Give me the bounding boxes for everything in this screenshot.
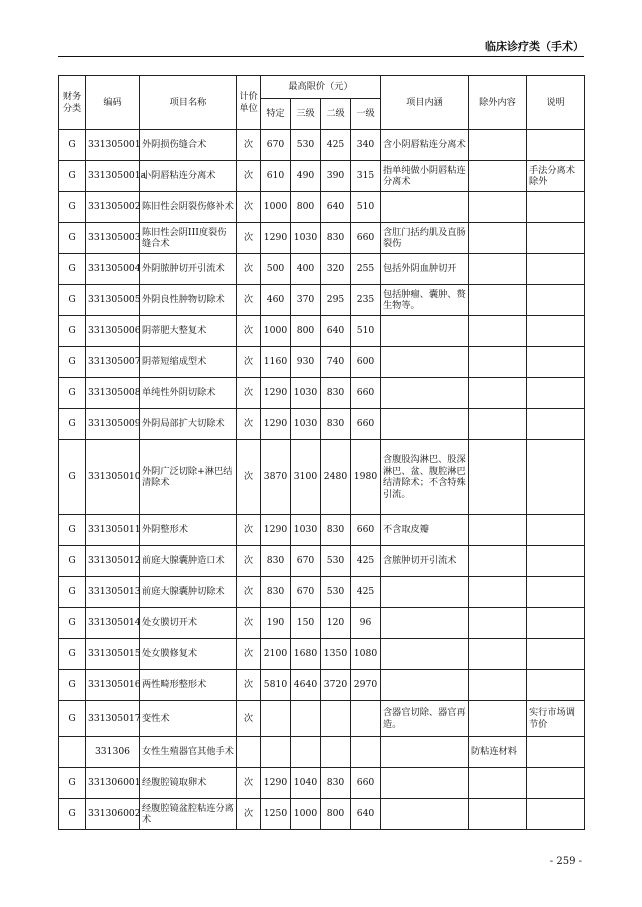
price-special-cell: 830 xyxy=(261,577,291,608)
table-row xyxy=(59,577,585,608)
header-special: 特定 xyxy=(261,99,291,130)
excluded-cell xyxy=(469,347,527,378)
price-special-cell: 1290 xyxy=(261,378,291,409)
price-grade3-cell: 800 xyxy=(291,316,321,347)
finance-cell: G xyxy=(59,440,86,515)
note-cell xyxy=(527,546,585,577)
header-note: 说明 xyxy=(527,76,585,130)
excluded-cell xyxy=(469,577,527,608)
content-cell xyxy=(381,608,469,639)
price-grade2-cell: 830 xyxy=(321,223,351,254)
unit-cell: 次 xyxy=(237,701,261,737)
price-grade2-cell: 640 xyxy=(321,192,351,223)
price-special-cell: 190 xyxy=(261,608,291,639)
finance-cell: G xyxy=(59,409,86,440)
price-special-cell: 1290 xyxy=(261,515,291,546)
name-cell: 前庭大腺囊肿切除术 xyxy=(140,577,237,608)
code-cell: 331306002 xyxy=(86,799,140,830)
content-cell: 含小阴唇粘连分离术 xyxy=(381,130,469,161)
note-cell xyxy=(527,799,585,830)
unit-cell: 次 xyxy=(237,192,261,223)
price-grade3-cell: 400 xyxy=(291,254,321,285)
table-row xyxy=(59,316,585,347)
excluded-cell xyxy=(469,223,527,254)
name-cell: 陈旧性会阴III度裂伤缝合术 xyxy=(140,223,237,254)
finance-cell: G xyxy=(59,577,86,608)
code-cell: 331305013 xyxy=(86,577,140,608)
name-cell: 变性术 xyxy=(140,701,237,737)
price-grade2-cell: 2480 xyxy=(321,440,351,515)
price-special-cell: 500 xyxy=(261,254,291,285)
name-cell: 处女膜切开术 xyxy=(140,608,237,639)
header-grade1: 一级 xyxy=(351,99,381,130)
content-cell: 不含取皮瓣 xyxy=(381,515,469,546)
finance-cell: G xyxy=(59,285,86,316)
excluded-cell xyxy=(469,378,527,409)
finance-cell: G xyxy=(59,223,86,254)
unit-cell: 次 xyxy=(237,546,261,577)
price-grade1-cell: 660 xyxy=(351,515,381,546)
unit-cell xyxy=(237,737,261,768)
note-cell xyxy=(527,223,585,254)
note-cell xyxy=(527,316,585,347)
content-cell xyxy=(381,639,469,670)
excluded-cell xyxy=(469,799,527,830)
table-row xyxy=(59,701,585,737)
price-grade2-cell xyxy=(321,737,351,768)
excluded-cell xyxy=(469,316,527,347)
content-cell xyxy=(381,347,469,378)
finance-cell: G xyxy=(59,316,86,347)
name-cell: 外阴广泛切除+淋巴结清除术 xyxy=(140,440,237,515)
price-grade3-cell: 1000 xyxy=(291,799,321,830)
price-grade1-cell: 1080 xyxy=(351,639,381,670)
content-cell xyxy=(381,799,469,830)
content-cell: 包括肿瘤、囊肿、赘生物等。 xyxy=(381,285,469,316)
finance-cell xyxy=(59,737,86,768)
note-cell: 实行市场调节价 xyxy=(527,701,585,737)
name-cell: 阴蒂肥大整复术 xyxy=(140,316,237,347)
table-row xyxy=(59,409,585,440)
finance-cell: G xyxy=(59,768,86,799)
table-row xyxy=(59,192,585,223)
table-row xyxy=(59,546,585,577)
code-cell: 331305014 xyxy=(86,608,140,639)
unit-cell: 次 xyxy=(237,378,261,409)
price-grade2-cell: 530 xyxy=(321,577,351,608)
content-cell: 含腹股沟淋巴、股深淋巴、盆、腹腔淋巴结清除术；不含特殊引流。 xyxy=(381,440,469,515)
note-cell xyxy=(527,577,585,608)
excluded-cell: 防粘连材料 xyxy=(469,737,527,768)
content-cell xyxy=(381,577,469,608)
header-code: 编码 xyxy=(86,76,140,130)
price-grade2-cell: 390 xyxy=(321,161,351,192)
price-grade2-cell xyxy=(321,701,351,737)
header-excluded: 除外内容 xyxy=(469,76,527,130)
code-cell: 331305002 xyxy=(86,192,140,223)
price-grade3-cell: 530 xyxy=(291,130,321,161)
unit-cell: 次 xyxy=(237,670,261,701)
price-grade2-cell: 295 xyxy=(321,285,351,316)
name-cell: 前庭大腺囊肿造口术 xyxy=(140,546,237,577)
table-row xyxy=(59,440,585,515)
content-cell: 指单纯做小阴唇粘连分离术 xyxy=(381,161,469,192)
table-row xyxy=(59,161,585,192)
price-grade3-cell: 1030 xyxy=(291,409,321,440)
finance-cell: G xyxy=(59,347,86,378)
excluded-cell xyxy=(469,130,527,161)
price-grade3-cell: 370 xyxy=(291,285,321,316)
price-grade3-cell: 1030 xyxy=(291,378,321,409)
price-special-cell xyxy=(261,737,291,768)
unit-cell: 次 xyxy=(237,254,261,285)
excluded-cell xyxy=(469,440,527,515)
header-grade2: 二级 xyxy=(321,99,351,130)
excluded-cell xyxy=(469,639,527,670)
price-grade3-cell: 490 xyxy=(291,161,321,192)
price-grade1-cell: 1980 xyxy=(351,440,381,515)
price-grade2-cell: 830 xyxy=(321,378,351,409)
name-cell: 陈旧性会阴裂伤修补术 xyxy=(140,192,237,223)
excluded-cell xyxy=(469,546,527,577)
excluded-cell xyxy=(469,670,527,701)
price-grade3-cell xyxy=(291,701,321,737)
table-row xyxy=(59,223,585,254)
excluded-cell xyxy=(469,161,527,192)
unit-cell: 次 xyxy=(237,577,261,608)
code-cell: 331305012 xyxy=(86,546,140,577)
unit-cell: 次 xyxy=(237,440,261,515)
price-grade1-cell: 660 xyxy=(351,768,381,799)
table-row xyxy=(59,737,585,768)
fee-table xyxy=(58,75,585,830)
price-grade3-cell: 3100 xyxy=(291,440,321,515)
finance-cell: G xyxy=(59,378,86,409)
price-grade3-cell: 1040 xyxy=(291,768,321,799)
price-grade2-cell: 3720 xyxy=(321,670,351,701)
price-special-cell: 670 xyxy=(261,130,291,161)
unit-cell: 次 xyxy=(237,347,261,378)
code-cell: 331305007 xyxy=(86,347,140,378)
name-cell: 外阴局部扩大切除术 xyxy=(140,409,237,440)
code-cell: 331305015 xyxy=(86,639,140,670)
price-grade2-cell: 120 xyxy=(321,608,351,639)
unit-cell: 次 xyxy=(237,223,261,254)
price-grade2-cell: 830 xyxy=(321,409,351,440)
price-grade1-cell xyxy=(351,737,381,768)
unit-cell: 次 xyxy=(237,515,261,546)
code-cell: 331305010 xyxy=(86,440,140,515)
header-grade3: 三级 xyxy=(291,99,321,130)
price-grade3-cell: 930 xyxy=(291,347,321,378)
price-special-cell: 3870 xyxy=(261,440,291,515)
finance-cell: G xyxy=(59,799,86,830)
price-grade3-cell: 1030 xyxy=(291,223,321,254)
table-row xyxy=(59,130,585,161)
price-grade1-cell: 660 xyxy=(351,378,381,409)
name-cell: 外阴损伤缝合术 xyxy=(140,130,237,161)
note-cell xyxy=(527,130,585,161)
header-rule xyxy=(58,56,584,57)
table-row xyxy=(59,799,585,830)
price-grade1-cell: 340 xyxy=(351,130,381,161)
price-special-cell: 460 xyxy=(261,285,291,316)
price-grade1-cell: 510 xyxy=(351,316,381,347)
name-cell: 外阴脓肿切开引流术 xyxy=(140,254,237,285)
table-row xyxy=(59,768,585,799)
price-special-cell: 5810 xyxy=(261,670,291,701)
price-special-cell: 610 xyxy=(261,161,291,192)
price-grade1-cell: 425 xyxy=(351,546,381,577)
note-cell xyxy=(527,608,585,639)
excluded-cell xyxy=(469,608,527,639)
header-content: 项目内涵 xyxy=(381,76,469,130)
header-finance: 财务分类 xyxy=(59,76,86,130)
price-special-cell: 1250 xyxy=(261,799,291,830)
code-cell: 331305008 xyxy=(86,378,140,409)
code-cell: 331305011 xyxy=(86,515,140,546)
price-grade3-cell: 4640 xyxy=(291,670,321,701)
note-cell xyxy=(527,515,585,546)
price-grade2-cell: 800 xyxy=(321,799,351,830)
excluded-cell xyxy=(469,515,527,546)
header-price: 最高限价（元） xyxy=(261,76,381,99)
name-cell: 小阴唇粘连分离术 xyxy=(140,161,237,192)
finance-cell: G xyxy=(59,639,86,670)
note-cell xyxy=(527,737,585,768)
finance-cell: G xyxy=(59,608,86,639)
price-special-cell: 1290 xyxy=(261,223,291,254)
name-cell: 外阴良性肿物切除术 xyxy=(140,285,237,316)
price-grade2-cell: 1350 xyxy=(321,639,351,670)
name-cell: 女性生殖器官其他手术 xyxy=(140,737,237,768)
table-body xyxy=(59,130,585,830)
content-cell xyxy=(381,378,469,409)
price-special-cell xyxy=(261,701,291,737)
table-row xyxy=(59,608,585,639)
code-cell: 331305017 xyxy=(86,701,140,737)
price-grade1-cell: 660 xyxy=(351,223,381,254)
price-grade1-cell: 235 xyxy=(351,285,381,316)
price-grade3-cell: 670 xyxy=(291,577,321,608)
content-cell xyxy=(381,737,469,768)
note-cell xyxy=(527,440,585,515)
price-grade3-cell: 1680 xyxy=(291,639,321,670)
note-cell xyxy=(527,768,585,799)
code-cell: 331305004 xyxy=(86,254,140,285)
price-grade2-cell: 320 xyxy=(321,254,351,285)
finance-cell: G xyxy=(59,515,86,546)
price-grade1-cell: 2970 xyxy=(351,670,381,701)
finance-cell: G xyxy=(59,546,86,577)
price-grade1-cell: 640 xyxy=(351,799,381,830)
excluded-cell xyxy=(469,409,527,440)
price-special-cell: 1160 xyxy=(261,347,291,378)
code-cell: 331305005 xyxy=(86,285,140,316)
name-cell: 经腹腔镜取卵术 xyxy=(140,768,237,799)
unit-cell: 次 xyxy=(237,768,261,799)
price-grade1-cell: 510 xyxy=(351,192,381,223)
price-grade3-cell: 800 xyxy=(291,192,321,223)
price-grade3-cell: 670 xyxy=(291,546,321,577)
name-cell: 阴蒂短缩成型术 xyxy=(140,347,237,378)
code-cell: 331305016 xyxy=(86,670,140,701)
unit-cell: 次 xyxy=(237,639,261,670)
content-cell: 含脓肿切开引流术 xyxy=(381,546,469,577)
unit-cell: 次 xyxy=(237,285,261,316)
content-cell xyxy=(381,316,469,347)
price-grade2-cell: 830 xyxy=(321,515,351,546)
finance-cell: G xyxy=(59,701,86,737)
price-grade2-cell: 640 xyxy=(321,316,351,347)
unit-cell: 次 xyxy=(237,409,261,440)
note-cell xyxy=(527,409,585,440)
table-row xyxy=(59,347,585,378)
name-cell: 外阴整形术 xyxy=(140,515,237,546)
code-cell: 331306001 xyxy=(86,768,140,799)
unit-cell: 次 xyxy=(237,608,261,639)
code-cell: 331305003 xyxy=(86,223,140,254)
price-grade1-cell: 660 xyxy=(351,409,381,440)
name-cell: 经腹腔镜盆腔粘连分离术 xyxy=(140,799,237,830)
table-row xyxy=(59,378,585,409)
price-grade1-cell: 425 xyxy=(351,577,381,608)
note-cell: 手法分离术除外 xyxy=(527,161,585,192)
finance-cell: G xyxy=(59,161,86,192)
table-row xyxy=(59,254,585,285)
name-cell: 单纯性外阴切除术 xyxy=(140,378,237,409)
price-special-cell: 1000 xyxy=(261,192,291,223)
excluded-cell xyxy=(469,701,527,737)
note-cell xyxy=(527,347,585,378)
price-special-cell: 1000 xyxy=(261,316,291,347)
content-cell: 含肛门括约肌及直肠裂伤 xyxy=(381,223,469,254)
price-grade2-cell: 530 xyxy=(321,546,351,577)
note-cell xyxy=(527,639,585,670)
finance-cell: G xyxy=(59,670,86,701)
name-cell: 处女膜修复术 xyxy=(140,639,237,670)
code-cell: 331305009 xyxy=(86,409,140,440)
code-cell: 331305001 xyxy=(86,130,140,161)
finance-cell: G xyxy=(59,192,86,223)
content-cell xyxy=(381,670,469,701)
content-cell: 包括外阴血肿切开 xyxy=(381,254,469,285)
page-number: - 259 - xyxy=(549,856,582,867)
excluded-cell xyxy=(469,768,527,799)
price-grade3-cell: 150 xyxy=(291,608,321,639)
code-cell: 331306 xyxy=(86,737,140,768)
unit-cell: 次 xyxy=(237,130,261,161)
content-cell xyxy=(381,768,469,799)
table-row xyxy=(59,670,585,701)
price-grade2-cell: 425 xyxy=(321,130,351,161)
price-grade2-cell: 740 xyxy=(321,347,351,378)
price-special-cell: 1290 xyxy=(261,409,291,440)
note-cell xyxy=(527,254,585,285)
price-grade1-cell: 600 xyxy=(351,347,381,378)
excluded-cell xyxy=(469,192,527,223)
unit-cell: 次 xyxy=(237,316,261,347)
table-row xyxy=(59,515,585,546)
finance-cell: G xyxy=(59,130,86,161)
note-cell xyxy=(527,285,585,316)
code-cell: 331305006 xyxy=(86,316,140,347)
header-unit: 计价单位 xyxy=(237,76,261,130)
content-cell: 含器官切除、器官再造。 xyxy=(381,701,469,737)
section-title: 临床诊疗类（手术） xyxy=(485,40,584,53)
price-grade3-cell: 1030 xyxy=(291,515,321,546)
price-special-cell: 830 xyxy=(261,546,291,577)
excluded-cell xyxy=(469,285,527,316)
content-cell xyxy=(381,192,469,223)
price-grade1-cell: 315 xyxy=(351,161,381,192)
note-cell xyxy=(527,378,585,409)
price-special-cell: 2100 xyxy=(261,639,291,670)
name-cell: 两性畸形整形术 xyxy=(140,670,237,701)
price-grade1-cell: 255 xyxy=(351,254,381,285)
note-cell xyxy=(527,670,585,701)
table-row xyxy=(59,639,585,670)
excluded-cell xyxy=(469,254,527,285)
unit-cell: 次 xyxy=(237,799,261,830)
unit-cell: 次 xyxy=(237,161,261,192)
price-grade2-cell: 830 xyxy=(321,768,351,799)
price-grade1-cell xyxy=(351,701,381,737)
finance-cell: G xyxy=(59,254,86,285)
table-row xyxy=(59,285,585,316)
content-cell xyxy=(381,409,469,440)
code-cell: 331305001a xyxy=(86,161,140,192)
note-cell xyxy=(527,192,585,223)
price-special-cell: 1290 xyxy=(261,768,291,799)
header-name: 项目名称 xyxy=(140,76,237,130)
price-grade1-cell: 96 xyxy=(351,608,381,639)
price-grade3-cell xyxy=(291,737,321,768)
